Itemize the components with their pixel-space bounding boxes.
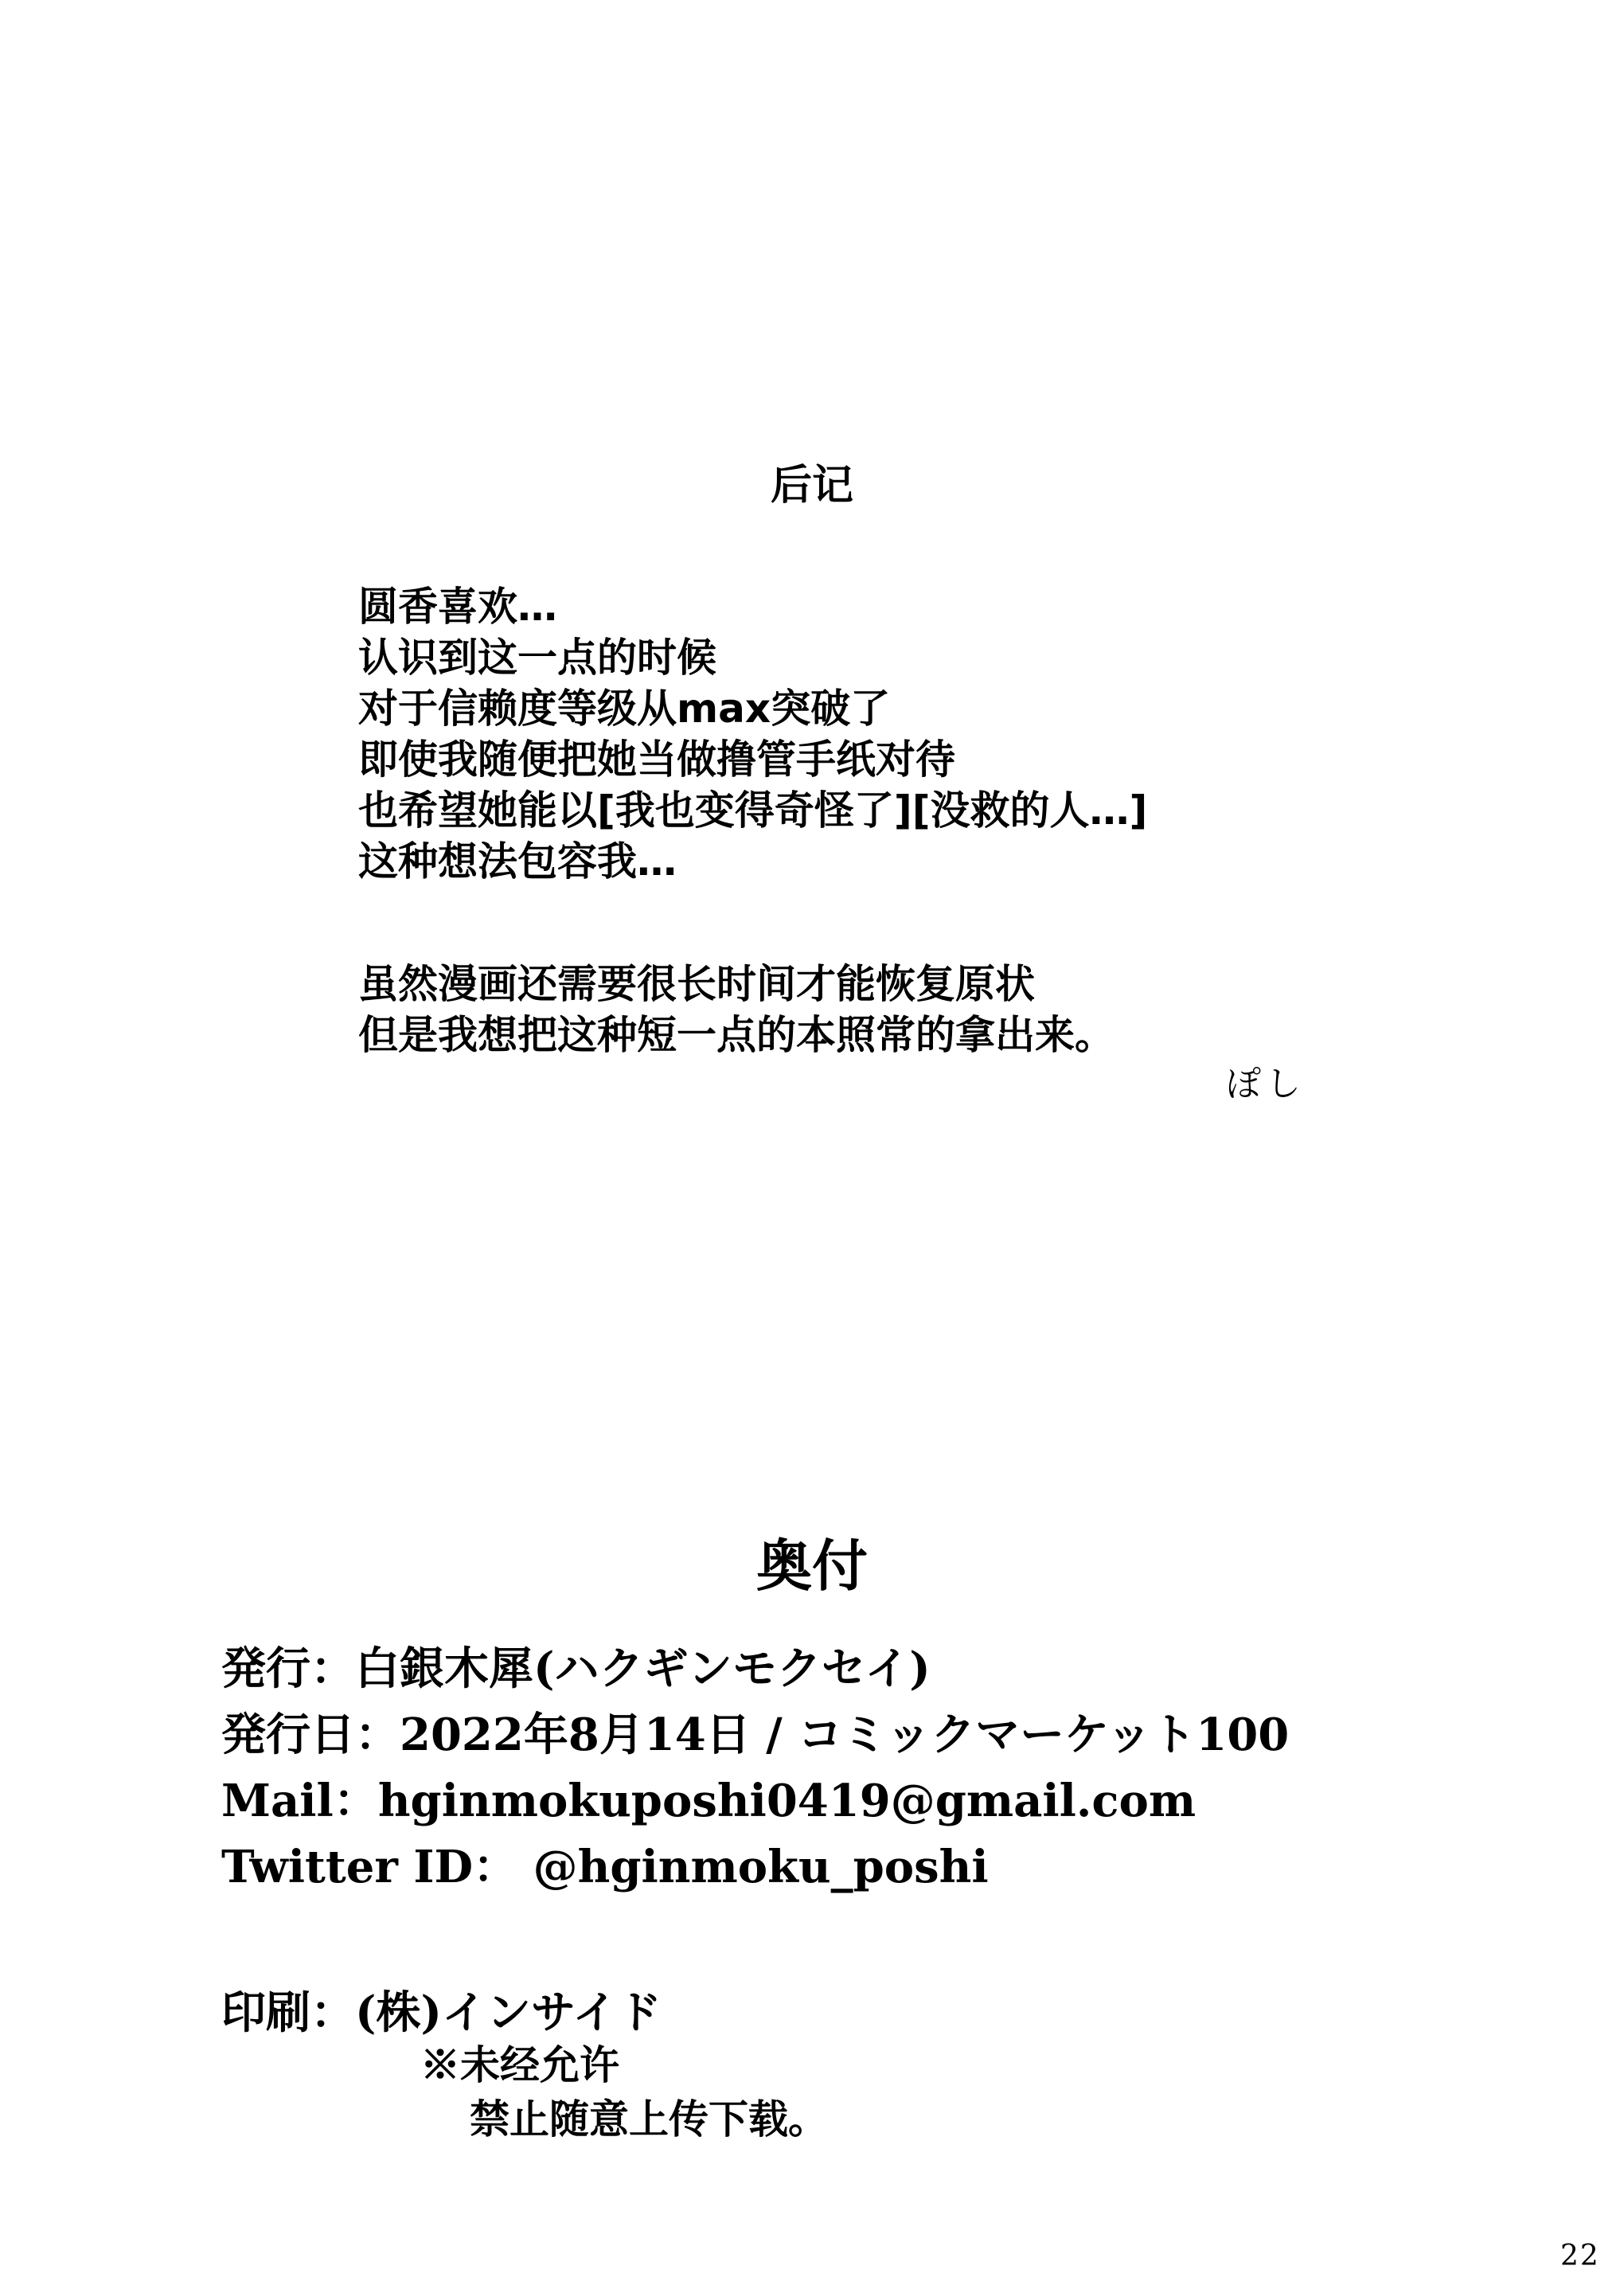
colophon-title: 奥付	[756, 1533, 868, 1599]
date-value: 2022年8月14日 / コミックマーケット100	[400, 1709, 1290, 1761]
date-row	[221, 1702, 1575, 1768]
afterword-line: 圆香喜欢…	[358, 584, 557, 630]
publisher-label: 発行：	[221, 1643, 355, 1695]
afterword-body	[358, 581, 1513, 1061]
publisher-value: 白銀木犀(ハクギンモクセイ)	[355, 1643, 931, 1695]
twitter-value: @hginmoku_poshi	[517, 1841, 989, 1893]
afterword-line: 即使我随便把她当做撸管手纸对待	[358, 736, 955, 783]
page-number: 22	[1560, 2240, 1600, 2272]
afterword-line: 虽然漫画还需要很长时间才能恢复原状	[358, 961, 1035, 1007]
twitter-label: Twitter ID：	[221, 1841, 518, 1893]
author-signature: ぽし	[1226, 1064, 1306, 1104]
notice-line: ※未经允许	[420, 2041, 619, 2088]
printer-value: (株)インサイド	[355, 1986, 662, 2039]
twitter-row	[221, 1834, 1575, 1900]
mail-value: hginmokuposhi0419@gmail.com	[377, 1775, 1197, 1827]
section-gap	[221, 1900, 1575, 1980]
colophon-details	[221, 1636, 1575, 2046]
afterword-line: 对于信赖度等级从max突破了	[358, 686, 891, 732]
afterword-line: 这种想法包容我…	[358, 838, 677, 885]
mail-label: Mail：	[221, 1775, 378, 1827]
copyright-notice	[420, 2038, 828, 2147]
afterword-line: 认识到这一点的时候	[358, 635, 716, 681]
publisher-row	[221, 1636, 1575, 1702]
afterword-line: 也希望她能以[我也变得奇怪了][没救的人…]	[358, 787, 1148, 834]
paragraph-gap	[358, 887, 1513, 959]
mail-row	[221, 1768, 1575, 1834]
afterword-line: 但是我想把这种短一点的本照常的拿出来。	[358, 1012, 1115, 1058]
printer-label: 印刷：	[221, 1986, 355, 2039]
afterword-title: 后记	[770, 462, 853, 510]
notice-line: 禁止随意上传下载。	[470, 2096, 828, 2143]
date-label: 発行日：	[221, 1709, 400, 1761]
printer-row	[221, 1980, 1575, 2046]
